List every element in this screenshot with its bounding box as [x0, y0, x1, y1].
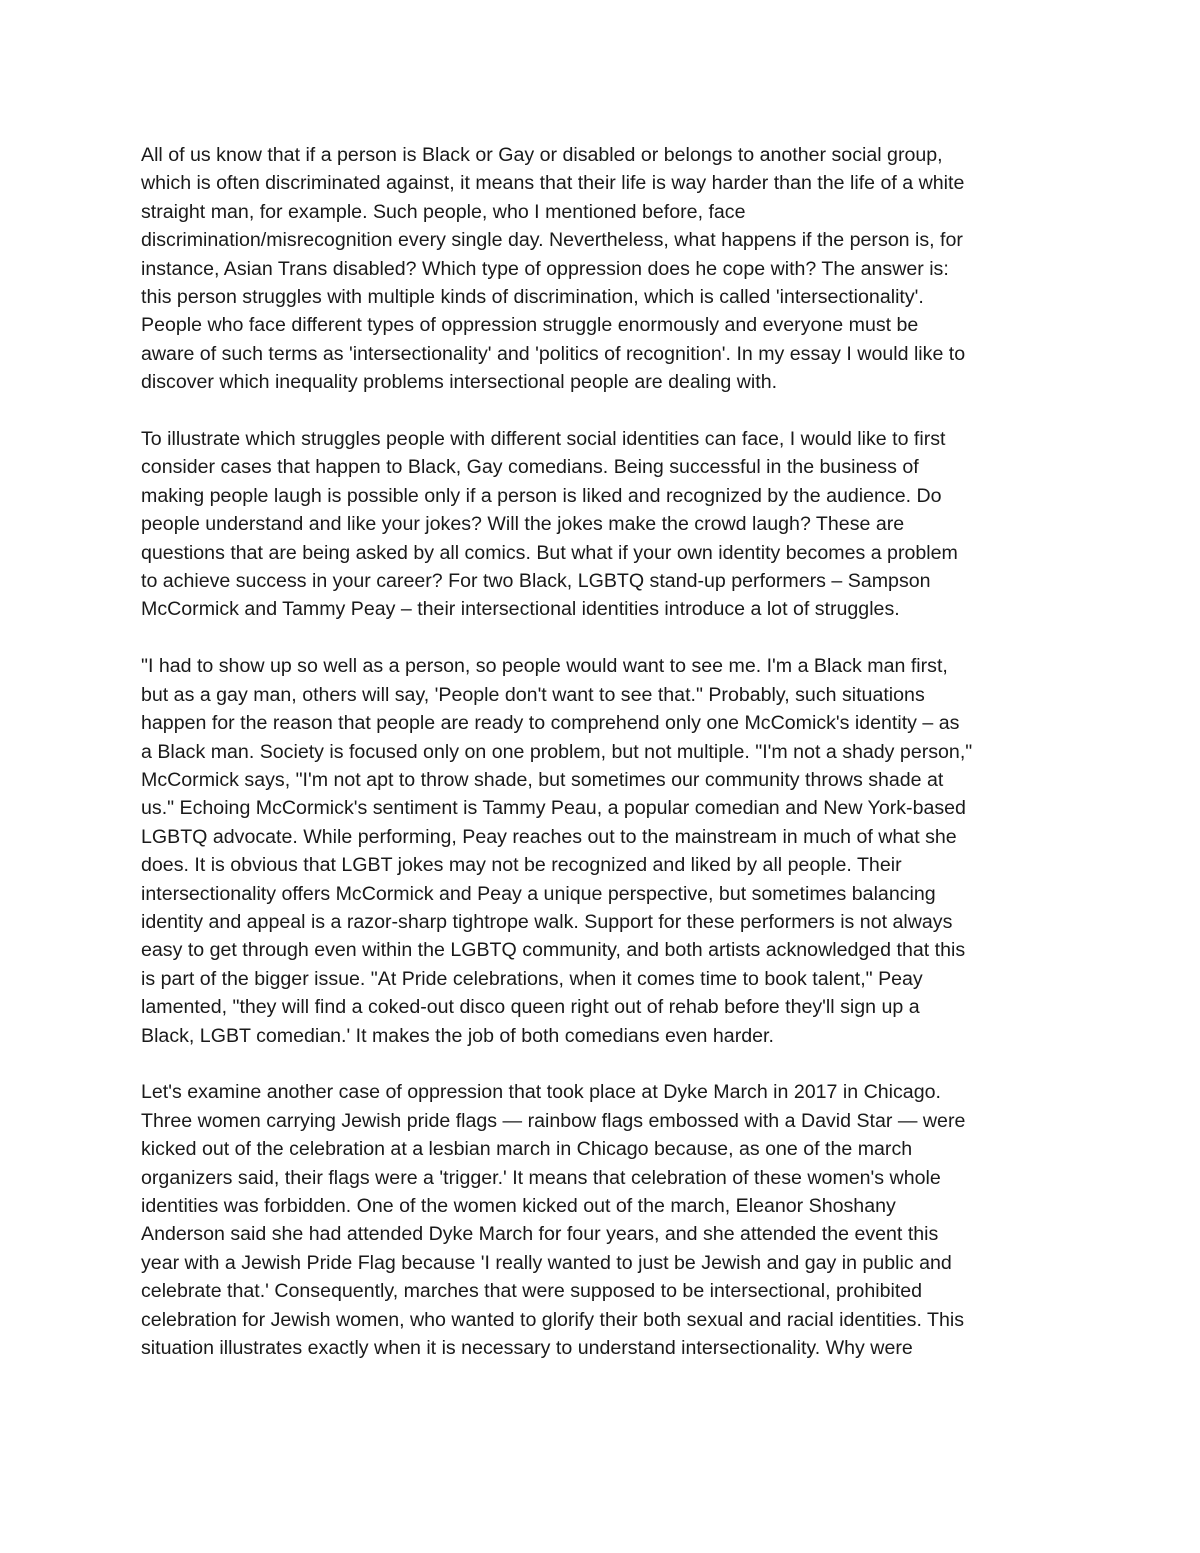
text-line: discover which inequality problems intersectional people are dealing with. [141, 371, 778, 394]
text-line: does. It is obvious that LGBT jokes may not be recognized and liked by all people. Their [141, 854, 902, 877]
text-line: a Black man. Society is focused only on one problem, but not multiple. "I'm not a shady person," [141, 740, 973, 763]
text-line: situation illustrates exactly when it is necessary to understand intersectionality. Why were [141, 1337, 913, 1360]
text-line: discrimination/misrecognition every single day. Nevertheless, what happens if the person is, for [141, 229, 963, 252]
paragraph-intro [141, 141, 1101, 397]
text-line: All of us know that if a person is Black or Gay or disabled or belongs to another social group, [141, 144, 943, 166]
text-line: happen for the reason that people are ready to comprehend only one McComick's identity – as [141, 712, 960, 735]
text-line: lamented, "they will find a coked-out disco queen right out of rehab before they'll sign up a [141, 996, 920, 1019]
text-line: Three women carrying Jewish pride flags — rainbow flags embossed with a David Star — were [141, 1109, 966, 1132]
text-line: which is often discriminated against, it means that their life is way harder than the life of a white [141, 172, 965, 195]
text-line: identity and appeal is a razor-sharp tightrope walk. Support for these performers is not always [141, 910, 953, 933]
text-line: this person struggles with multiple kinds of discrimination, which is called 'intersectionality'. [141, 286, 924, 309]
text-line: consider cases that happen to Black, Gay comedians. Being successful in the business of [141, 456, 919, 479]
text-line: McCormick says, "I'm not apt to throw shade, but sometimes our community throws shade at [141, 768, 944, 791]
text-line: is part of the bigger issue. "At Pride celebrations, when it comes time to book talent," Peay [141, 967, 923, 990]
text-line: questions that are being asked by all comics. But what if your own identity becomes a problem [141, 541, 958, 564]
text-line: year with a Jewish Pride Flag because 'I really wanted to just be Jewish and gay in public and [141, 1251, 952, 1274]
paragraph-mccormick-peay [141, 652, 1101, 1050]
text-line: to achieve success in your career? For two Black, LGBTQ stand-up performers – Sampson [141, 570, 931, 593]
text-line: "I had to show up so well as a person, so people would want to see me. I'm a Black man first, [141, 655, 948, 678]
text-line: Let's examine another case of oppression that took place at Dyke March in 2017 in Chicago. [141, 1081, 941, 1104]
text-line: us." Echoing McCormick's sentiment is Tammy Peau, a popular comedian and New York-based [141, 797, 966, 820]
paragraph-comedians [141, 425, 1101, 624]
text-line: People who face different types of oppression struggle enormously and everyone must be [141, 314, 919, 337]
paragraph-dyke-march [141, 1078, 1101, 1362]
text-line: organizers said, their flags were a 'trigger.' It means that celebration of these women's whole [141, 1166, 941, 1189]
text-line: easy to get through even within the LGBTQ community, and both artists acknowledged that this [141, 939, 966, 962]
text-line: celebrate that.' Consequently, marches that were supposed to be intersectional, prohibited [141, 1280, 923, 1303]
text-line: Black, LGBT comedian.' It makes the job of both comedians even harder. [141, 1024, 774, 1047]
text-line: McCormick and Tammy Peay – their intersectional identities introduce a lot of struggles. [141, 598, 900, 621]
text-line: Anderson said she had attended Dyke March for four years, and she attended the event this [141, 1223, 939, 1246]
text-line: instance, Asian Trans disabled? Which type of oppression does he cope with? The answer is: [141, 257, 949, 280]
text-line: celebration for Jewish women, who wanted to glorify their both sexual and racial identities. This [141, 1308, 965, 1331]
text-line: straight man, for example. Such people, who I mentioned before, face [141, 200, 746, 223]
text-line: kicked out of the celebration at a lesbian march in Chicago because, as one of the march [141, 1138, 913, 1161]
text-line: people understand and like your jokes? Will the jokes make the crowd laugh? These are [141, 513, 905, 536]
text-line: LGBTQ advocate. While performing, Peay reaches out to the mainstream in much of what she [141, 825, 957, 848]
text-line: making people laugh is possible only if a person is liked and recognized by the audience. Do [141, 484, 942, 507]
text-line: To illustrate which struggles people with different social identities can face, I would like to first [141, 428, 946, 451]
text-line: aware of such terms as 'intersectionality' and 'politics of recognition'. In my essay I would like to [141, 342, 966, 365]
text-line: but as a gay man, others will say, 'People don't want to see that." Probably, such situations [141, 683, 925, 706]
text-line: intersectionality offers McCormick and Peay a unique perspective, but sometimes balancing [141, 882, 936, 905]
document-body [141, 141, 1101, 1391]
text-line: identities was forbidden. One of the women kicked out of the march, Eleanor Shoshany [141, 1194, 896, 1217]
